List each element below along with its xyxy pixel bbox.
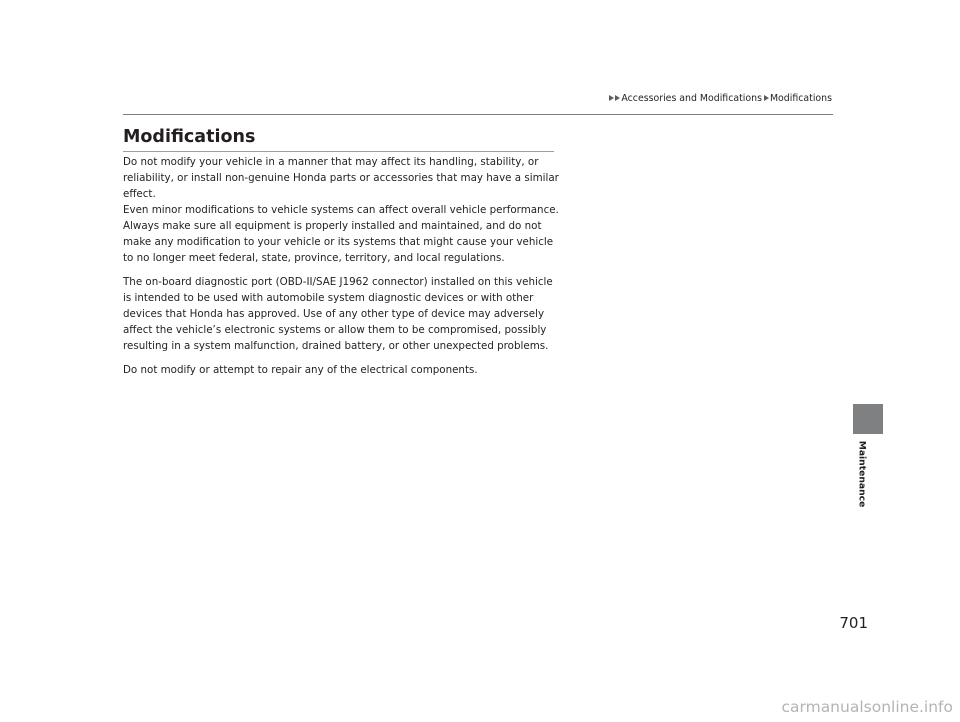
watermark: carmanualsonline.info — [781, 698, 953, 716]
paragraph: Do not modify your vehicle in a manner that may affect its handling, stability, or reliability, or install non-genuine Honda parts or accessories that may have a similar effect. — [123, 156, 559, 200]
page-number: 701 — [839, 614, 868, 632]
paragraph: Even minor modifications to vehicle systems can affect overall vehicle performance. Always make sure all equipment is properly installed and maintained, and do not make any modification to your vehicle or its systems that might cause your vehicle to no longer meet federal, state, province, territory, and local regulations. — [123, 204, 559, 264]
page-title: Modifications — [123, 127, 256, 147]
breadcrumb-item-modifications[interactable]: Modifications — [769, 93, 832, 104]
section-body — [123, 154, 563, 378]
breadcrumb — [580, 93, 832, 105]
paragraph: The on-board diagnostic port (OBD-II/SAE J1962 connector) installed on this vehicle is intended to be used with automobile system diagnostic devices or with other devices that Honda has approved. Use of any other type of device may adversely affect the vehicle’s electronic systems or allow them to be compromised, possibly resulting in a system malfunction, drained battery, or other unexpected problems. — [123, 276, 553, 352]
header-divider — [123, 114, 833, 115]
breadcrumb-item-accessories[interactable]: Accessories and Modifications — [621, 93, 762, 104]
breadcrumb-arrow-icon — [615, 95, 620, 101]
breadcrumb-arrow-icon — [764, 95, 769, 101]
paragraph: Do not modify or attempt to repair any of the electrical components. — [123, 364, 478, 376]
title-divider — [123, 151, 554, 152]
chapter-tab[interactable] — [853, 404, 883, 434]
breadcrumb-arrow-icon — [609, 95, 614, 101]
chapter-tab-label-text: Maintenance — [856, 440, 868, 508]
